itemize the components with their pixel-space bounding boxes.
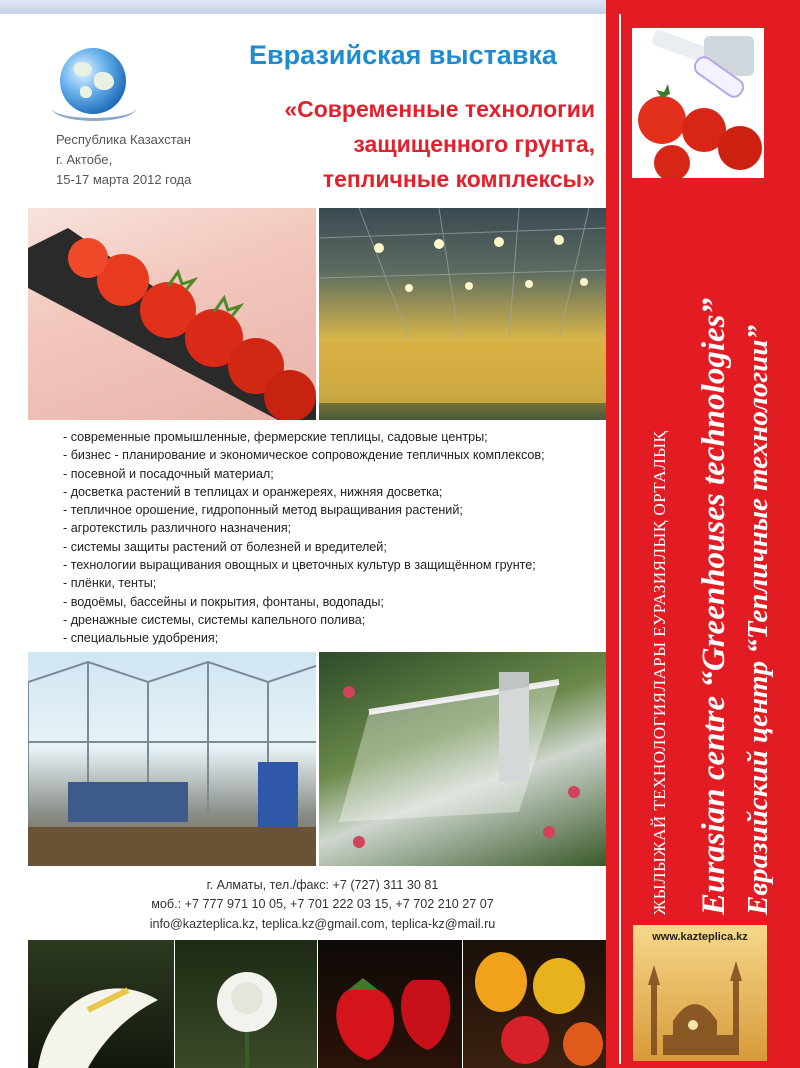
list-item: - дренажные системы, системы капельного полива; — [63, 612, 366, 627]
white-rose-photo — [175, 940, 317, 1068]
sidebar-russian-title: Евразийский центр “Тепличные технологии” — [742, 325, 774, 915]
contact-phone: г. Алматы, тел./факс: +7 (727) 311 30 81 — [206, 878, 439, 892]
top-banner-strip — [0, 0, 606, 14]
greenhouse-lights-photo — [319, 208, 606, 420]
list-item: - технологии выращивания овощных и цветочных культур в защищённом грунте; — [63, 558, 536, 573]
list-item: - плёнки, тенты; — [63, 576, 157, 591]
list-item: - агротекстиль различного назначения; — [63, 521, 292, 536]
continent-shape — [94, 72, 114, 90]
pepper-drawing — [463, 940, 606, 1068]
location-line: Республика Казахстан — [56, 132, 191, 147]
calla-flower-drawing — [28, 940, 174, 1068]
contact-emails: info@kazteplica.kz, teplica.kz@gmail.com, teplica-kz@mail.ru — [149, 916, 496, 931]
website-card — [633, 925, 767, 1061]
list-item: - специальные удобрения; — [63, 631, 219, 646]
tomato-conveyor-drawing — [28, 208, 316, 420]
tomato-conveyor-photo — [28, 208, 316, 420]
continent-shape — [80, 86, 92, 98]
website-link[interactable]: www.kazteplica.kz — [652, 931, 748, 943]
list-item: - досветка растений в теплицах и оранжереях, нижняя досветка; — [63, 484, 443, 499]
irrigation-sprayer-drawing — [319, 652, 606, 866]
strawberry-photo — [318, 940, 462, 1068]
greenhouse-construction-photo — [28, 652, 316, 866]
greenhouse-construction-drawing — [28, 652, 316, 866]
contact-info — [100, 876, 545, 934]
grow-lamp-tomato-drawing — [632, 28, 764, 178]
event-dates: 15-17 марта 2012 года — [56, 172, 192, 187]
subtitle-line: тепличные комплексы» — [322, 166, 595, 192]
irrigation-sprayer-photo — [319, 652, 606, 866]
pepper-photo — [463, 940, 606, 1068]
white-rose-drawing — [175, 940, 317, 1068]
sidebar-english-title: Eurasian centre “Greenhouses technologies” — [696, 298, 732, 915]
continent-shape — [74, 62, 92, 76]
location-line: г. Актобе, — [56, 152, 113, 167]
calla-flower-photo — [28, 940, 174, 1068]
contact-mobile: моб.: +7 777 971 10 05, +7 701 222 03 15, +7 702 210 27 07 — [151, 897, 494, 912]
exhibition-topics-list — [63, 428, 608, 648]
sidebar-kazakh-title: ЖЫЛЫЖАЙ ТЕХНОЛОГИЯЛАРЫ ЕУРАЗИЯЛЫҚ ОРТАЛЫҚ — [650, 430, 669, 915]
exhibition-subtitle — [200, 92, 595, 197]
event-location — [56, 130, 206, 190]
page-title: Евразийская выставка — [249, 40, 557, 70]
list-item: - посевной и посадочный материал; — [63, 466, 274, 481]
subtitle-line: «Современные технологии — [284, 96, 595, 122]
globe-icon — [60, 48, 126, 114]
grow-lamp-tomato-image — [632, 28, 764, 178]
mosque-skyline-icon — [633, 925, 767, 1061]
list-item: - водоёмы, бассейны и покрытия, фонтаны, водопады; — [63, 594, 384, 609]
list-item: - современные промышленные, фермерские теплицы, садовые центры; — [63, 430, 488, 444]
list-item: - тепличное орошение, гидропонный метод выращивания растений; — [63, 503, 463, 518]
list-item: - бизнес - планирование и экономическое сопровождение тепличных комплексов; — [63, 448, 545, 463]
greenhouse-lights-drawing — [319, 208, 606, 420]
list-item: - системы защиты растений от болезней и вредителей; — [63, 539, 387, 554]
subtitle-line: защищенного грунта, — [353, 131, 595, 157]
strawberry-drawing — [318, 940, 462, 1068]
